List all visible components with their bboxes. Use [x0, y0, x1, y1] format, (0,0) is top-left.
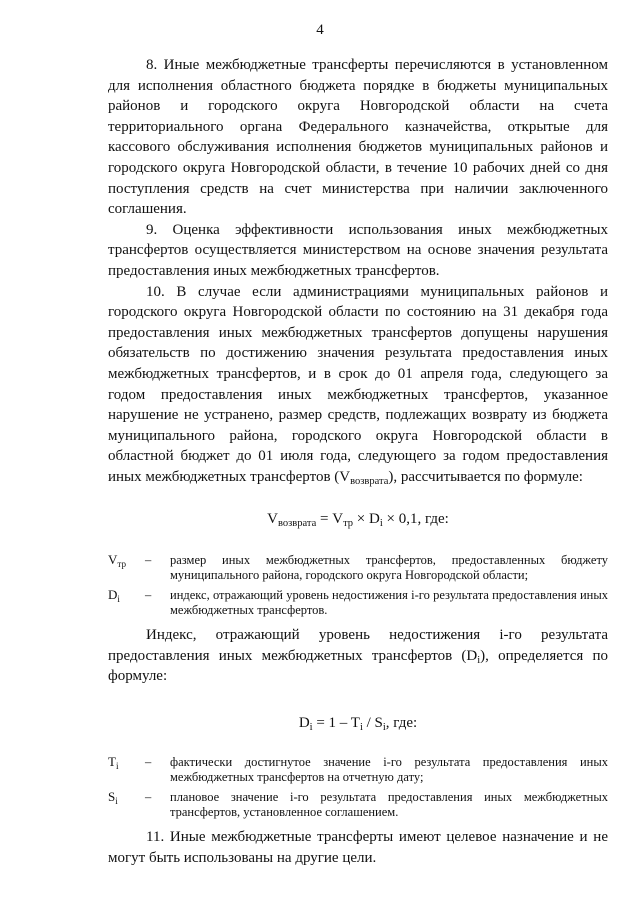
definition-symbol [108, 755, 145, 784]
formula2-eq: = 1 – T [312, 714, 360, 731]
definition-symbol-sub: тр [117, 559, 127, 570]
formula-index [108, 713, 608, 734]
paragraph-10-subscript: возврата [350, 475, 389, 487]
definition-symbol-sub: i [115, 761, 119, 772]
formula-return-amount [108, 509, 608, 530]
definition-dash: – [145, 755, 152, 770]
paragraph-10-text: 10. В случае если администрациями муниципальных районов и городского округа Новгородской области по состоянию на 31 декабря года предоставления иных межбюджетных трансфертов допущены нарушения обязательств по достижению значения результата предоставления иных межбюджетных трансфертов, и в срок до 01 апреля года, следующего за годом предоставления иных межбюджетных трансфертов, указанное нарушение не устранено, размер средств, подлежащих возврату из бюджета муниципального района, городского округа Новгородской области в областной бюджет до 01 июля года, следующего за годом предоставления иных межбюджетных трансфертов (V [108, 283, 608, 485]
definition-symbol [108, 553, 145, 582]
formula2-d: D [298, 714, 310, 731]
definition-dash: – [145, 588, 152, 603]
document-body [108, 55, 608, 869]
definition-ti [108, 755, 608, 784]
formula1-v-sub: возврата [278, 518, 317, 530]
definition-symbol-letter: S [108, 789, 116, 805]
formula2-s-sub: i [382, 721, 386, 733]
definitions-formula-1 [108, 553, 608, 617]
definition-di [108, 588, 608, 617]
formula2-d-sub: i [309, 721, 313, 733]
definition-symbol [108, 588, 145, 617]
paragraph-11: 11. Иные межбюджетные трансферты имеют целевое назначение и не могут быть использованы на другие цели. [108, 829, 608, 867]
formula1-eq: = V [316, 511, 344, 528]
definition-si [108, 790, 608, 819]
formula1-tail: × 0,1, где: [382, 511, 449, 528]
paragraph-8: 8. Иные межбюджетные трансферты перечисляются в установленном для исполнения областного бюджета порядке в бюджеты муниципальных районов и городского округа Новгородской области на счета территориального органа Федерального казначейства, открытые для кассового обслуживания исполнения бюджетов муниципальных районов и городского округа Новгородской области, в течение 10 рабочих дней со дня поступления средств на счет министерства при наличии заключенного соглашения. [108, 57, 608, 218]
definition-dash: – [145, 790, 152, 805]
definitions-formula-2 [108, 755, 608, 819]
formula2-slash: / S [362, 714, 383, 731]
paragraph-index [108, 625, 608, 687]
definition-symbol-letter: V [108, 552, 118, 568]
definition-symbol-sub: i [117, 594, 120, 605]
definition-dash: – [145, 553, 152, 568]
definition-symbol-letter: D [108, 587, 118, 603]
definition-text: индекс, отражающий уровень недостижения i-го результата предоставления иных межбюджетных трансфертов. [170, 588, 608, 617]
definition-text: плановое значение i-го результата предоставления иных межбюджетных трансфертов, установленное соглашением. [170, 790, 608, 819]
formula1-times-d: × D [353, 511, 380, 528]
paragraph-index-sub: i [477, 654, 481, 666]
definition-symbol-letter: T [108, 754, 116, 770]
definition-symbol [108, 790, 145, 819]
paragraph-9: 9. Оценка эффективности использования иных межбюджетных трансфертов осуществляется министерством на основе значения результата предоставления иных межбюджетных трансфертов. [108, 221, 608, 279]
page-number: 4 [316, 22, 324, 38]
definition-text: фактически достигнутое значение i-го результата предоставления иных межбюджетных трансфертов на отчетную дату; [170, 755, 608, 784]
formula1-v: V [267, 511, 278, 528]
formula2-t-sub: i [359, 721, 363, 733]
formula2-tail: , где: [385, 714, 418, 731]
paragraph-index-end: ), определяется по формуле: [108, 647, 608, 685]
paragraph-index-text: Индекс, отражающий уровень недостижения i-го результата предоставления иных межбюджетных трансфертов (D [108, 627, 608, 664]
formula1-vtr-sub: тр [343, 518, 354, 530]
definition-symbol-sub: i [115, 796, 118, 807]
definition-text: размер иных межбюджетных трансфертов, предоставленных бюджету муниципального района, городского округа Новгородской области; [170, 553, 608, 582]
paragraph-10 [108, 282, 608, 488]
definition-vtr [108, 553, 608, 582]
paragraph-10-end: ), рассчитывается по формуле: [388, 468, 583, 485]
formula1-d-sub: i [379, 518, 383, 530]
